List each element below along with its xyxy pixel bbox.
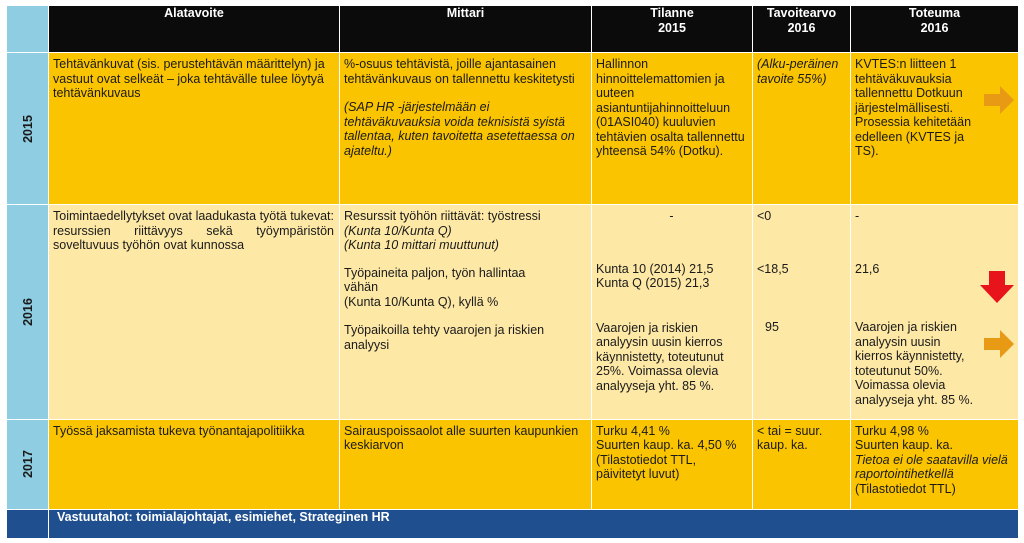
subgoal-text: Toimintaedellytykset ovat laadukasta työtä tukevat: resurssien riittävyys sekä työympäristön soveltuvuus työhön ovat kunnossa [53, 209, 334, 253]
year-label: 2017 [20, 450, 35, 479]
target-text: < tai = suur. kaup. ka. [757, 423, 823, 453]
metric-b3: (Kunta 10/Kunta Q), kyllä % [344, 294, 499, 309]
subgoal-cell [49, 419, 340, 509]
metric-b1: Työpaineita paljon, työn hallintaa [344, 265, 526, 280]
metric-cell [340, 53, 592, 205]
header-actual [851, 6, 1019, 53]
target-c: 95 [765, 320, 779, 335]
status-cell [592, 419, 753, 509]
metric-cell [340, 419, 592, 509]
year-label: 2016 [20, 298, 35, 326]
subgoal-text: Työssä jaksamista tukeva työnantajapolitiikka [53, 423, 305, 438]
year-label: 2015 [20, 114, 35, 143]
status-a: - [669, 209, 674, 224]
status-cell [592, 53, 753, 205]
footer-corner [7, 509, 49, 538]
actual-a: - [855, 209, 860, 224]
header-corner [7, 6, 49, 53]
header-target [753, 6, 851, 53]
table-row-2017 [7, 419, 1019, 509]
metric-a: Resurssit työhön riittävät: työstressi [344, 209, 541, 224]
actual-cell [851, 419, 1019, 509]
footer-text: Vastuutahot: toimialajohtajat, esimiehet, Strateginen HR [49, 509, 1019, 538]
target-text: (Alku-peräinen tavoite 55%) [757, 57, 839, 86]
actual-c: Vaarojen ja riskien analyysin uusin kierros käynnistetty, toteutunut 50%. Voimassa olevia analyyseja yht. 85 %. [855, 320, 974, 407]
target-a: <0 [757, 209, 772, 224]
header-status [592, 6, 753, 53]
header-subgoal: Alatavoite [49, 6, 340, 53]
metric-a2: (Kunta 10/Kunta Q) [344, 223, 452, 238]
status-c: Vaarojen ja riskien analyysin uusin kierros käynnistetty, toteutunut 25%. Voimassa olevia analyyseja yht. 85 %. [596, 320, 724, 393]
status-1: Turku 4,41 % [596, 423, 670, 438]
metric-cell [340, 205, 592, 419]
actual-b: 21,6 [855, 261, 880, 276]
target-b: <18,5 [757, 261, 789, 276]
status-3: (Tilastotiedot TTL, päivitetyt luvut) [596, 452, 697, 482]
subgoal-cell [49, 53, 340, 205]
header-row [7, 6, 1019, 53]
goals-table [6, 5, 1019, 539]
metric-text: %-osuus tehtävistä, joille ajantasainen tehtävänkuvaus on tallennettu keskitetysti [344, 57, 575, 86]
actual-3: Tietoa ei ole saatavilla vielä raportointihetkellä [855, 452, 1008, 482]
actual-cell [851, 53, 1019, 205]
actual-1: Turku 4,98 % [855, 423, 929, 438]
table-row-2015 [7, 53, 1019, 205]
footer-row [7, 509, 1019, 538]
year-cell [7, 205, 49, 419]
target-cell [753, 419, 851, 509]
subgoal-cell [49, 205, 340, 419]
status-b1: Kunta 10 (2014) 21,5 [596, 261, 714, 276]
status-text: Hallinnon hinnoittelemattomien ja uuteen asiantuntijahinnoitteluun (01ASI040) kuuluvien tehtävien osalta tallennettu yhteensä 54% (Dotku). [596, 57, 745, 159]
status-b2: Kunta Q (2015) 21,3 [596, 276, 710, 291]
actual-4: (Tilastotiedot TTL) [855, 481, 956, 496]
metric-c: Työpaikoilla tehty vaarojen ja riskien analyysi [344, 323, 545, 352]
actual-text: KVTES:n liitteen 1 tehtäväkuvauksia tallennettu Dotkuun järjestelmällisesti. Prosessia kehitetään edelleen (KVTES ja TS). [855, 57, 972, 159]
arrow-right-orange-icon [984, 86, 1014, 114]
year-cell [7, 419, 49, 509]
header-metric: Mittari [340, 6, 592, 53]
header-target-label: Tavoitearvo [766, 6, 837, 20]
header-target-year: 2016 [787, 21, 816, 35]
table-row-2016 [7, 205, 1019, 419]
status-2: Suurten kaup. ka. 4,50 % [596, 438, 737, 453]
header-actual-label: Toteuma [908, 6, 961, 20]
header-status-year: 2015 [658, 21, 686, 35]
year-cell [7, 53, 49, 205]
actual-2: Suurten kaup. ka. [855, 438, 953, 453]
target-cell [753, 205, 851, 419]
metric-note: (SAP HR -järjestelmään ei tehtäväkuvauksia voida teknisistä syistä tallentaa, kuten tavoitetta asetettaessa on ajateltu.) [344, 100, 575, 158]
header-status-label: Tilanne [650, 6, 694, 20]
metric-text: Sairauspoissaolot alle suurten kaupunkien keskiarvon [344, 423, 579, 453]
subgoal-text: Tehtävänkuvat (sis. perustehtävän määrittelyn) ja vastuut ovat selkeät – joka tehtävälle tulee löytyä tehtävänkuvaus [53, 57, 325, 101]
metric-a3: (Kunta 10 mittari muuttunut) [344, 238, 499, 253]
arrow-right-orange-icon [984, 330, 1014, 358]
actual-cell [851, 205, 1019, 419]
target-cell [753, 53, 851, 205]
arrow-down-red-icon [980, 271, 1014, 303]
status-cell [592, 205, 753, 419]
metric-b2: vähän [344, 280, 379, 295]
header-actual-year: 2016 [920, 21, 949, 35]
